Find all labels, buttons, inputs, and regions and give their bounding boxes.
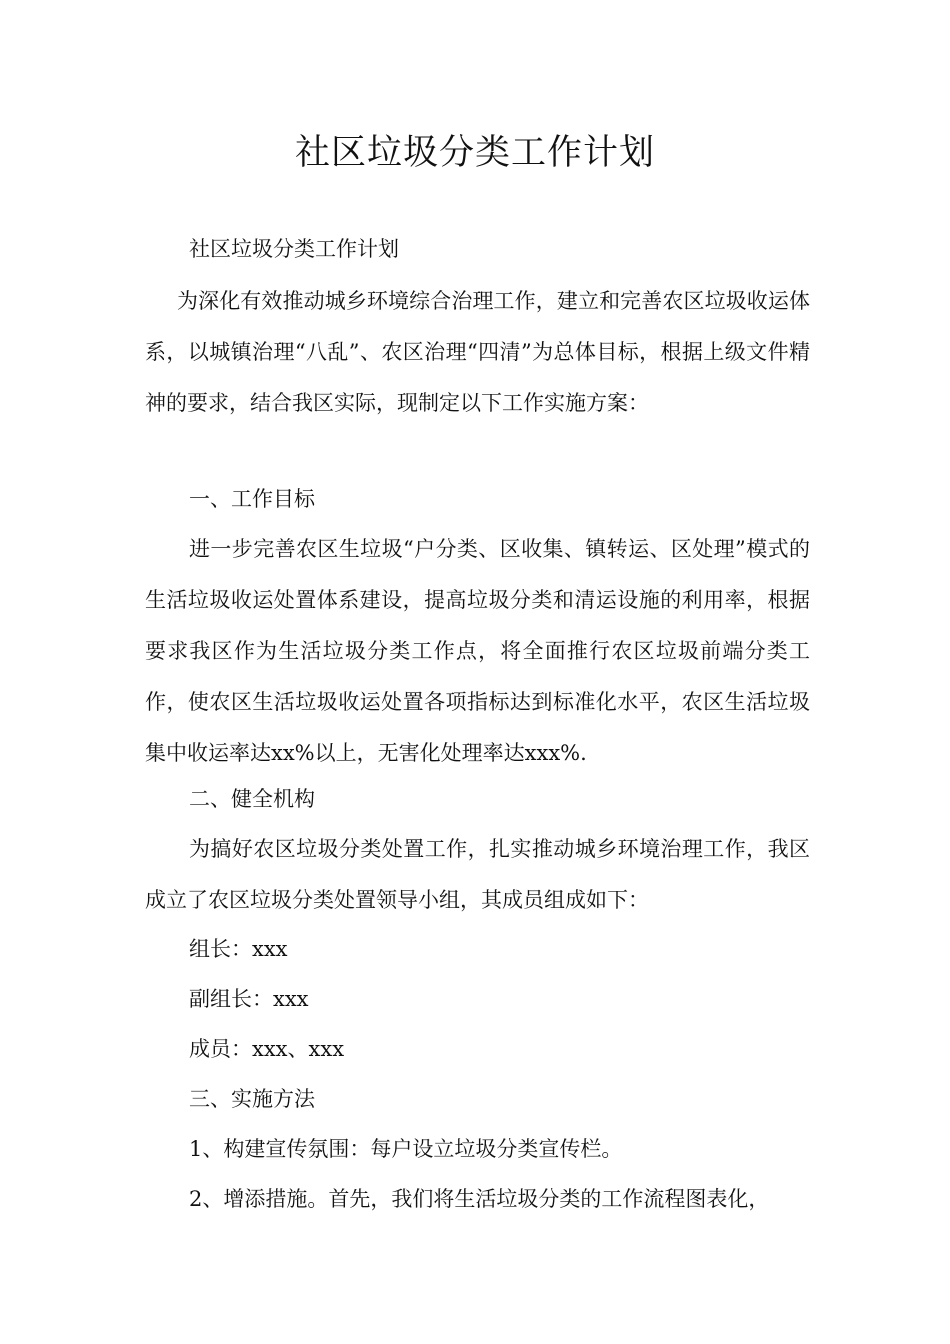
- document-subtitle: 社区垃圾分类工作计划: [189, 237, 399, 261]
- section2-body: 为搞好农区垃圾分类处置工作，扎实推动城乡环境治理工作，我区成立了农区垃圾分类处置领导小组，其成员组成如下：: [145, 837, 810, 912]
- intro-paragraph: 为深化有效推动城乡环境综合治理工作，建立和完善农区垃圾收运体系，以城镇治理“八乱”、农区治理“四清”为总体目标，根据上级文件精神的要求，结合我区实际，现制定以下工作实施方案：: [145, 289, 810, 415]
- section1-heading: 一、工作目标: [189, 487, 315, 511]
- deputy-leader-line: 副组长：xxx: [189, 987, 309, 1011]
- document-title: 社区垃圾分类工作计划: [294, 133, 655, 173]
- section2-heading: 二、健全机构: [189, 787, 315, 811]
- section3-heading: 三、实施方法: [189, 1087, 315, 1111]
- section1-body: 进一步完善农区生垃圾“户分类、区收集、镇转运、区处理”模式的生活垃圾收运处置体系建设，提高垃圾分类和清运设施的利用率，根据要求我区作为生活垃圾分类工作点，将全面推行农区垃圾前端分类工作，使农区生活垃圾收运处置各项指标达到标准化水平，农区生活垃圾集中收运率达xx%以上，无害化处理率达xxx%.: [145, 537, 810, 765]
- members-line: 成员：xxx、xxx: [189, 1037, 345, 1061]
- list-item: 2、增添措施。首先，我们将生活垃圾分类的工作流程图表化，: [189, 1187, 770, 1211]
- list-item: 1、构建宣传氛围：每户设立垃圾分类宣传栏。: [189, 1137, 623, 1161]
- leader-line: 组长：xxx: [189, 937, 288, 961]
